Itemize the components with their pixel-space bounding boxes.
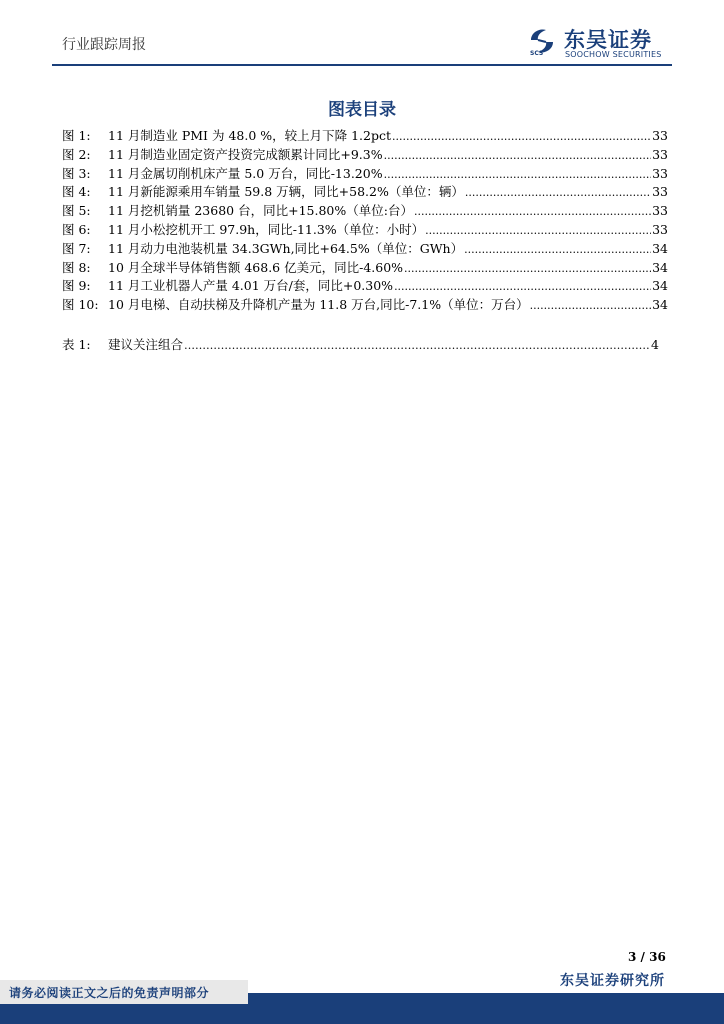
toc-entry-page: 34	[652, 278, 668, 294]
toc-entry-title: 11 月新能源乘用车销量 59.8 万辆，同比+58.2%（单位：辆）	[108, 184, 464, 200]
toc-entry[interactable]	[62, 146, 668, 165]
table-list	[62, 336, 659, 355]
logo-mark-text: SCS	[530, 50, 544, 56]
toc-entry-number: 图 8:	[62, 259, 91, 275]
toc-entry[interactable]	[62, 221, 668, 240]
toc-entry-number: 表 1:	[62, 337, 91, 352]
toc-leader-dots	[384, 146, 651, 166]
logo-english-name: SOOCHOW SECURITIES	[565, 50, 662, 59]
toc-entry[interactable]	[62, 259, 668, 278]
page-number: 3 / 36	[628, 950, 666, 964]
institute-name: 东吴证券研究所	[560, 973, 665, 989]
toc-entry-page: 33	[652, 203, 668, 219]
toc-entry[interactable]	[62, 202, 668, 221]
toc-leader-dots	[464, 240, 651, 260]
toc-entry-number: 图 3:	[62, 165, 91, 181]
toc-entry-page: 34	[652, 259, 668, 275]
toc-entry-title: 10 月全球半导体销售额 468.6 亿美元，同比-4.60%	[108, 259, 404, 275]
toc-entry-page: 33	[652, 221, 668, 237]
toc-entry-page: 33	[652, 146, 668, 162]
toc-entry[interactable]	[62, 277, 668, 296]
toc-leader-dots	[392, 127, 651, 147]
toc-entry-title: 11 月小松挖机开工 97.9h，同比-11.3%（单位：小时）	[108, 221, 425, 237]
toc-entry-title: 11 月动力电池装机量 34.3GWh,同比+64.5%（单位：GWh）	[108, 240, 464, 256]
toc-entry-title: 11 月制造业 PMI 为 48.0 %，较上月下降 1.2pct	[108, 128, 392, 143]
report-type-label: 行业跟踪周报	[62, 37, 146, 53]
toc-entry-title: 11 月工业机器人产量 4.01 万台/套，同比+0.30%	[108, 278, 394, 294]
toc-entry-number: 图 1:	[62, 128, 91, 143]
toc-entry-title: 11 月挖机销量 23680 台，同比+15.80%（单位:台）	[108, 203, 413, 219]
toc-leader-dots	[394, 277, 651, 297]
toc-title: 图表目录	[328, 100, 396, 120]
toc-entry-page: 33	[652, 165, 668, 181]
toc-entry-number: 图 2:	[62, 146, 91, 162]
toc-entry[interactable]	[62, 165, 668, 184]
toc-entry-number: 图 10:	[62, 297, 99, 313]
toc-entry-page: 34	[652, 297, 668, 313]
toc-entry-title: 11 月制造业固定资产投资完成额累计同比+9.3%	[108, 146, 383, 162]
toc-leader-dots	[530, 296, 651, 316]
figure-list	[62, 127, 668, 315]
toc-entry-title: 10 月电梯、自动扶梯及升降机产量为 11.8 万台,同比-7.1%（单位：万台）	[108, 297, 529, 313]
toc-entry[interactable]	[62, 240, 668, 259]
toc-entry-number: 图 7:	[62, 240, 91, 256]
toc-leader-dots	[425, 221, 651, 241]
toc-leader-dots	[404, 259, 651, 279]
toc-entry[interactable]	[62, 336, 659, 355]
toc-entry-page: 34	[652, 240, 668, 256]
toc-entry-page: 33	[652, 128, 668, 143]
toc-entry-number: 图 4:	[62, 184, 91, 200]
disclaimer-note: 请务必阅读正文之后的免责声明部分	[9, 986, 210, 1000]
toc-leader-dots	[384, 165, 652, 185]
toc-entry-number: 图 9:	[62, 278, 91, 294]
header-divider	[52, 64, 672, 66]
brand-logo	[528, 24, 678, 60]
toc-entry[interactable]	[62, 296, 668, 315]
toc-entry-number: 图 5:	[62, 203, 91, 219]
toc-entry[interactable]	[62, 183, 668, 202]
toc-leader-dots	[414, 202, 651, 222]
soochow-logo-icon	[528, 26, 556, 56]
toc-entry-title: 11 月金属切削机床产量 5.0 万台，同比-13.20%	[108, 165, 383, 181]
toc-leader-dots	[184, 336, 650, 356]
toc-entry-page: 33	[652, 184, 668, 200]
logo-chinese-name: 东吴证券	[564, 28, 652, 52]
toc-entry-page: 4	[651, 337, 659, 352]
toc-leader-dots	[465, 183, 651, 203]
toc-entry-number: 图 6:	[62, 221, 91, 237]
toc-entry[interactable]	[62, 127, 668, 146]
toc-entry-title: 建议关注组合	[108, 337, 184, 352]
